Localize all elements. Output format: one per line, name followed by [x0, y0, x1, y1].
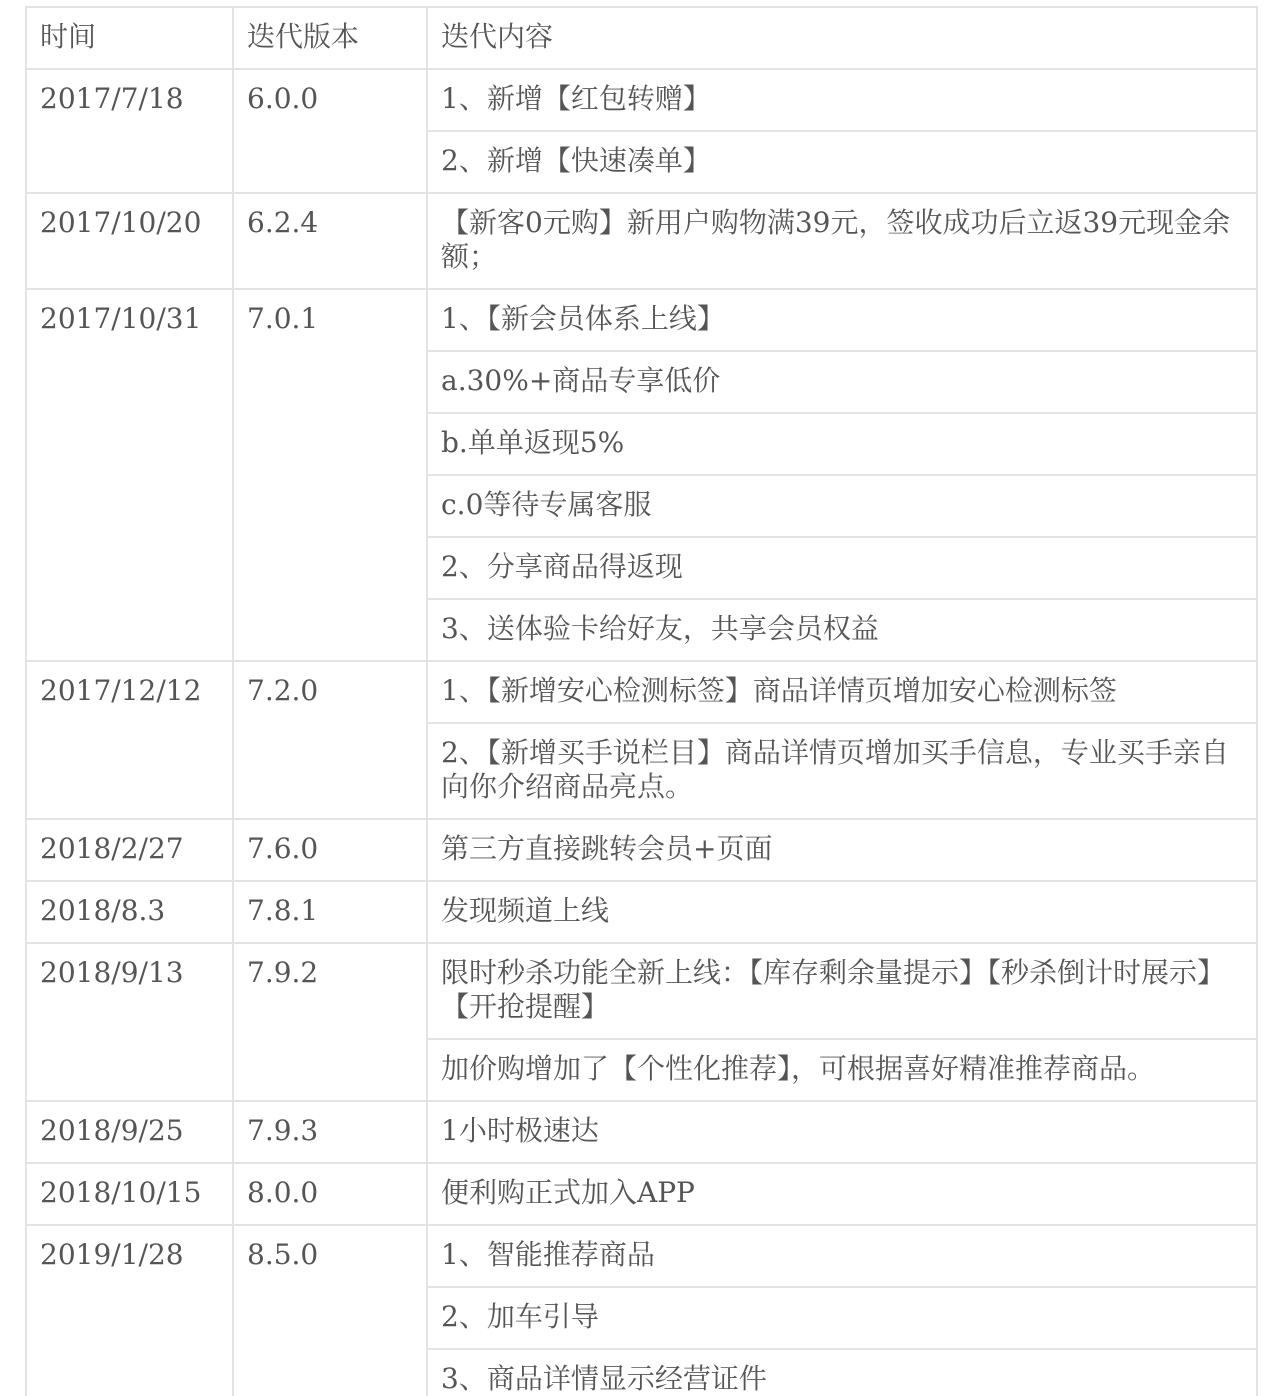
- cell-content: 1、【新增安心检测标签】商品详情页增加安心检测标签: [427, 661, 1257, 723]
- cell-content: 2、【新增买手说栏目】商品详情页增加买手信息，专业买手亲自向你介绍商品亮点。: [427, 723, 1257, 819]
- cell-date: 2018/2/27: [26, 819, 233, 881]
- cell-version: 7.0.1: [233, 289, 427, 661]
- cell-date: 2018/9/13: [26, 943, 233, 1101]
- cell-version: 8.0.0: [233, 1163, 427, 1225]
- cell-content: 3、商品详情显示经营证件: [427, 1349, 1257, 1396]
- table-row: [26, 193, 1257, 289]
- cell-version: 6.0.0: [233, 69, 427, 193]
- table-row: [26, 819, 1257, 881]
- cell-content: 加价购增加了【个性化推荐】，可根据喜好精准推荐商品。: [427, 1039, 1257, 1101]
- cell-content: 【新客0元购】新用户购物满39元，签收成功后立返39元现金余额；: [427, 193, 1257, 289]
- cell-date: 2017/10/31: [26, 289, 233, 661]
- cell-content: 1、新增【红包转赠】: [427, 69, 1257, 131]
- cell-date: 2018/9/25: [26, 1101, 233, 1163]
- table-row: [26, 943, 1257, 1039]
- table-body: [26, 69, 1257, 1396]
- table-row: [26, 1225, 1257, 1287]
- cell-content: b.单单返现5%: [427, 413, 1257, 475]
- table-row: [26, 661, 1257, 723]
- cell-content: 限时秒杀功能全新上线：【库存剩余量提示】【秒杀倒计时展示】【开抢提醒】: [427, 943, 1257, 1039]
- table-row: [26, 1163, 1257, 1225]
- cell-version: 7.9.2: [233, 943, 427, 1101]
- cell-version: 7.8.1: [233, 881, 427, 943]
- cell-date: 2018/10/15: [26, 1163, 233, 1225]
- cell-content: 第三方直接跳转会员+页面: [427, 819, 1257, 881]
- cell-content: 便利购正式加入APP: [427, 1163, 1257, 1225]
- cell-version: 7.6.0: [233, 819, 427, 881]
- cell-version: 6.2.4: [233, 193, 427, 289]
- iteration-table: [25, 6, 1258, 1396]
- cell-content: a.30%+商品专享低价: [427, 351, 1257, 413]
- cell-date: 2017/10/20: [26, 193, 233, 289]
- table-row: [26, 69, 1257, 131]
- header-time: 时间: [26, 7, 233, 69]
- table-row: [26, 1101, 1257, 1163]
- cell-version: 8.5.0: [233, 1225, 427, 1396]
- cell-content: 1、【新会员体系上线】: [427, 289, 1257, 351]
- cell-content: 2、新增【快速凑单】: [427, 131, 1257, 193]
- table-row: [26, 289, 1257, 351]
- table-row: [26, 881, 1257, 943]
- cell-content: 发现频道上线: [427, 881, 1257, 943]
- cell-date: 2019/1/28: [26, 1225, 233, 1396]
- cell-content: 1小时极速达: [427, 1101, 1257, 1163]
- header-version: 迭代版本: [233, 7, 427, 69]
- cell-date: 2017/7/18: [26, 69, 233, 193]
- cell-date: 2018/8.3: [26, 881, 233, 943]
- cell-content: 3、送体验卡给好友，共享会员权益: [427, 599, 1257, 661]
- table-header-row: [26, 7, 1257, 69]
- cell-content: 2、加车引导: [427, 1287, 1257, 1349]
- cell-content: 2、分享商品得返现: [427, 537, 1257, 599]
- cell-date: 2017/12/12: [26, 661, 233, 819]
- cell-content: c.0等待专属客服: [427, 475, 1257, 537]
- header-content: 迭代内容: [427, 7, 1257, 69]
- table-header: [26, 7, 1257, 69]
- cell-content: 1、智能推荐商品: [427, 1225, 1257, 1287]
- cell-version: 7.2.0: [233, 661, 427, 819]
- cell-version: 7.9.3: [233, 1101, 427, 1163]
